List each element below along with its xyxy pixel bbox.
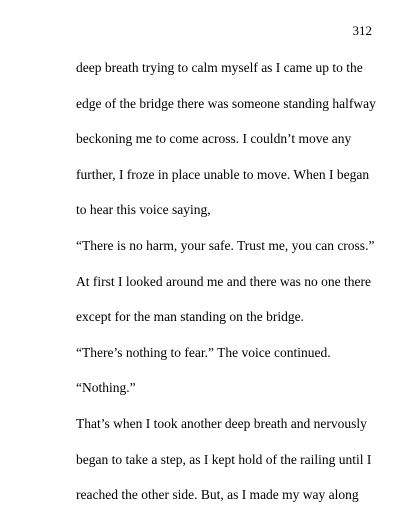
text-line: That’s when I took another deep breath and nervously [76, 415, 367, 431]
text-line: beckoning me to come across. I couldn’t move any [76, 131, 352, 147]
page-number: 312 [352, 23, 372, 38]
text-line: At first I looked around me and there was no one there [76, 273, 372, 289]
text-line: began to take a step, as I kept hold of the railing until I [76, 451, 372, 467]
text-line: further, I froze in place unable to move. When I began [76, 166, 370, 182]
text-line: except for the man standing on the bridge. [76, 309, 304, 325]
text-line: reached the other side. But, as I made my way along [76, 487, 359, 503]
body-text [76, 61, 376, 524]
text-line: edge of the bridge there was someone standing halfway [76, 95, 376, 111]
text-line: “Nothing.” [76, 380, 136, 396]
text-line: “There is no harm, your safe. Trust me, you can cross.” [76, 237, 375, 253]
text-line: deep breath trying to calm myself as I came up to the [76, 60, 363, 75]
text-line: to hear this voice saying, [76, 202, 211, 218]
text-line: “There’s nothing to fear.” The voice continued. [76, 344, 331, 360]
